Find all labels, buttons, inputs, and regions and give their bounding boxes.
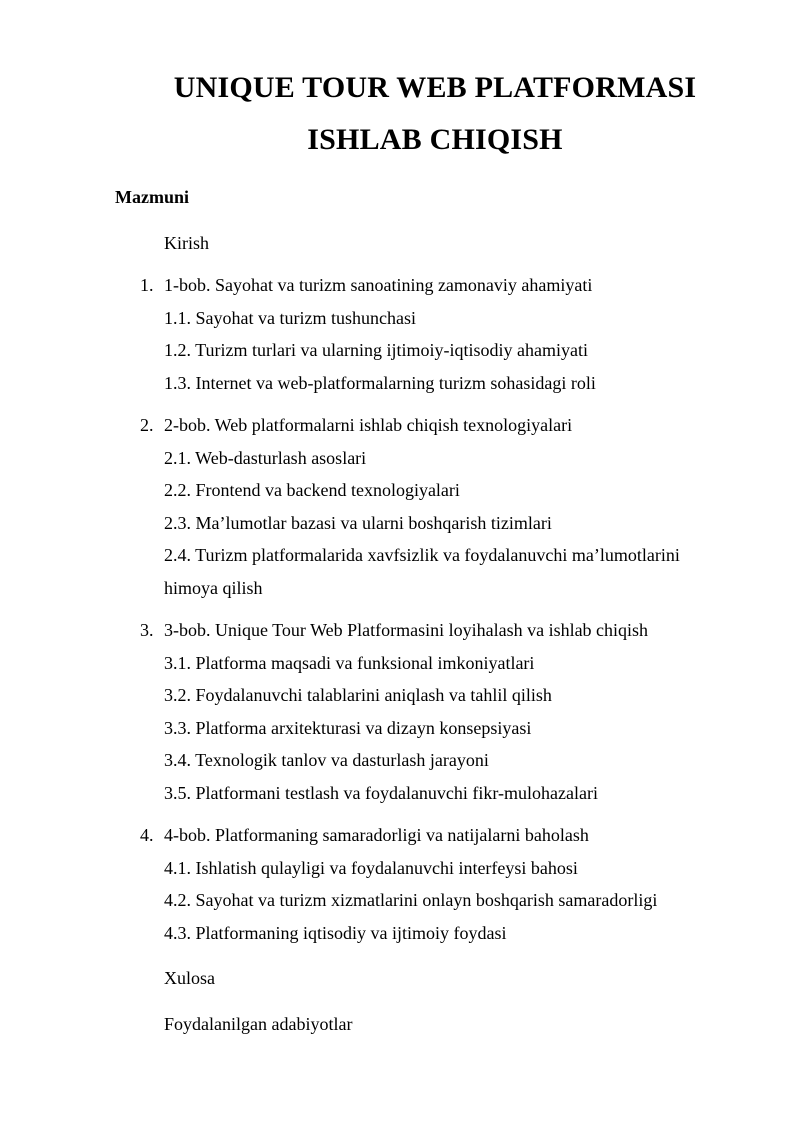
chapter-title: 1-bob. Sayohat va turizm sanoatining zamonaviy ahamiyati — [164, 275, 593, 295]
toc-subsection: 4.3. Platformaning iqtisodiy va ijtimoiy foydasi — [164, 922, 507, 943]
toc-chapter-2 — [115, 409, 707, 604]
chapter-line — [115, 269, 705, 302]
chapter-line — [115, 819, 705, 852]
toc-chapter-3 — [115, 614, 707, 809]
toc-entry-references: Foydalanilgan adabiyotlar — [164, 1013, 353, 1034]
chapter-number: 1. — [140, 275, 154, 295]
toc-subsection: 2.3. Ma’lumotlar bazasi va ularni boshqarish tizimlari — [164, 512, 552, 533]
chapter-number: 2. — [140, 415, 154, 435]
toc-subsection: 1.2. Turizm turlari va ularning ijtimoiy-iqtisodiy ahamiyati — [164, 340, 588, 360]
chapter-line — [115, 409, 705, 442]
toc-entry-kirish: Kirish — [164, 232, 209, 253]
chapter-line — [115, 614, 705, 647]
chapter-number: 3. — [140, 620, 154, 640]
toc-subsection: 1.1. Sayohat va turizm tushunchasi — [164, 307, 416, 328]
table-of-contents — [115, 227, 707, 1041]
document-title-line-2: ISHLAB CHIQISH — [307, 123, 563, 156]
toc-subsection: 3.2. Foydalanuvchi talablarini aniqlash va tahlil qilish — [164, 685, 552, 705]
contents-heading: Mazmuni — [115, 187, 189, 207]
toc-subsection: 3.4. Texnologik tanlov va dasturlash jarayoni — [164, 750, 489, 770]
toc-subsection: 1.3. Internet va web-platformalarning turizm sohasidagi roli — [164, 372, 596, 393]
toc-chapter-4 — [115, 819, 707, 949]
toc-subsection: 3.1. Platforma maqsadi va funksional imkoniyatlari — [164, 652, 535, 673]
chapter-title: 4-bob. Platformaning samaradorligi va natijalarni baholash — [164, 825, 589, 845]
toc-chapter-1 — [115, 269, 707, 399]
toc-entry-xulosa: Xulosa — [164, 968, 215, 988]
chapter-title: 3-bob. Unique Tour Web Platformasini loyihalash va ishlab chiqish — [164, 620, 649, 640]
toc-subsection: 3.3. Platforma arxitekturasi va dizayn konsepsiyasi — [164, 717, 532, 738]
toc-subsection: 3.5. Platformani testlash va foydalanuvchi fikr-mulohazalari — [164, 782, 599, 803]
toc-subsection: 4.2. Sayohat va turizm xizmatlarini onlayn boshqarish samaradorligi — [164, 890, 658, 910]
document-title-line-1: UNIQUE TOUR WEB PLATFORMASI — [173, 71, 697, 104]
chapter-number: 4. — [140, 825, 154, 845]
toc-subsection: 2.4. Turizm platformalarida xavfsizlik va foydalanuvchi ma’lumotlarini himoya qilish — [164, 545, 680, 598]
toc-subsection: 2.2. Frontend va backend texnologiyalari — [164, 480, 460, 500]
chapter-title: 2-bob. Web platformalarni ishlab chiqish texnologiyalari — [164, 415, 573, 435]
document-title — [115, 0, 755, 166]
toc-subsection: 4.1. Ishlatish qulayligi va foydalanuvchi interfeysi bahosi — [164, 857, 578, 878]
toc-subsection: 2.1. Web-dasturlash asoslari — [164, 447, 367, 468]
